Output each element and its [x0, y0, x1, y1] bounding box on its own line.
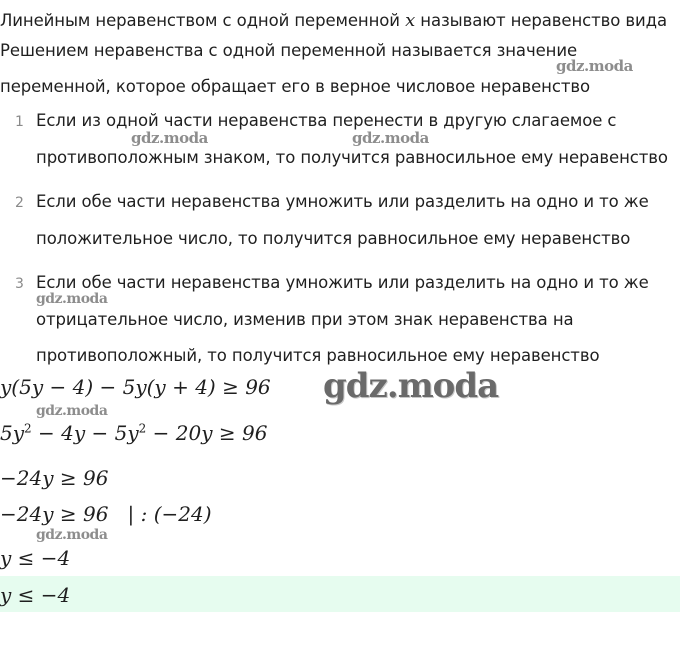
definition-line-3: переменной, которое обращает его в верное числовое неравенство	[0, 77, 590, 96]
definition-text-before: Линейным неравенством с одной переменной	[0, 11, 400, 30]
rule-3-line-2: отрицательное число, изменив при этом знак неравенства на	[36, 310, 574, 329]
watermark: gdz.moda	[131, 129, 208, 147]
rule-3-line-3: противоположный, то получится равносильное ему неравенство	[36, 346, 600, 365]
solution-step-5: y ≤ −4	[0, 546, 71, 570]
solution-step-4: −24y ≥ 96 | : (−24)	[0, 502, 212, 526]
rule-2-line-2: положительное число, то получится равносильное ему неравенство	[36, 229, 631, 248]
solution-answer: y ≤ −4	[0, 583, 71, 607]
step-2-part-c: − 20y ≥ 96	[146, 421, 268, 445]
variable-x: x	[405, 10, 416, 31]
step-2-exponent-2: 2	[138, 421, 147, 436]
answer-highlight	[0, 576, 680, 612]
watermark: gdz.moda	[36, 291, 108, 307]
rule-2-line-1: Если обе части неравенства умножить или разделить на одно и то же	[36, 192, 649, 211]
definition-text-after: называют неравенство вида	[420, 11, 667, 30]
solution-step-1: y(5y − 4) − 5y(y + 4) ≥ 96	[0, 375, 271, 399]
definition-line-2: Решением неравенства с одной переменной называется значение	[0, 41, 578, 60]
solution-step-3: −24y ≥ 96	[0, 466, 109, 490]
step-2-part-b: − 4y − 5y	[31, 421, 139, 445]
definition-line-1	[0, 10, 667, 31]
rule-1-line-2: противоположным знаком, то получится равносильное ему неравенство	[36, 148, 668, 167]
watermark: gdz.moda	[556, 57, 633, 75]
watermark: gdz.moda	[352, 129, 429, 147]
watermark-large: gdz.moda	[323, 366, 499, 406]
watermark: gdz.moda	[36, 527, 108, 543]
step-2-part-a: 5y	[0, 421, 25, 445]
solution-step-2	[0, 421, 267, 445]
rule-number-2: 2	[15, 195, 24, 211]
rule-number-3: 3	[15, 276, 24, 292]
rule-3-line-1: Если обе части неравенства умножить или разделить на одно и то же	[36, 273, 649, 292]
rule-1-line-1: Если из одной части неравенства перенести в другую слагаемое с	[36, 111, 617, 130]
watermark: gdz.moda	[36, 403, 108, 419]
step-2-exponent-1: 2	[24, 421, 32, 436]
rule-number-1: 1	[15, 114, 24, 130]
